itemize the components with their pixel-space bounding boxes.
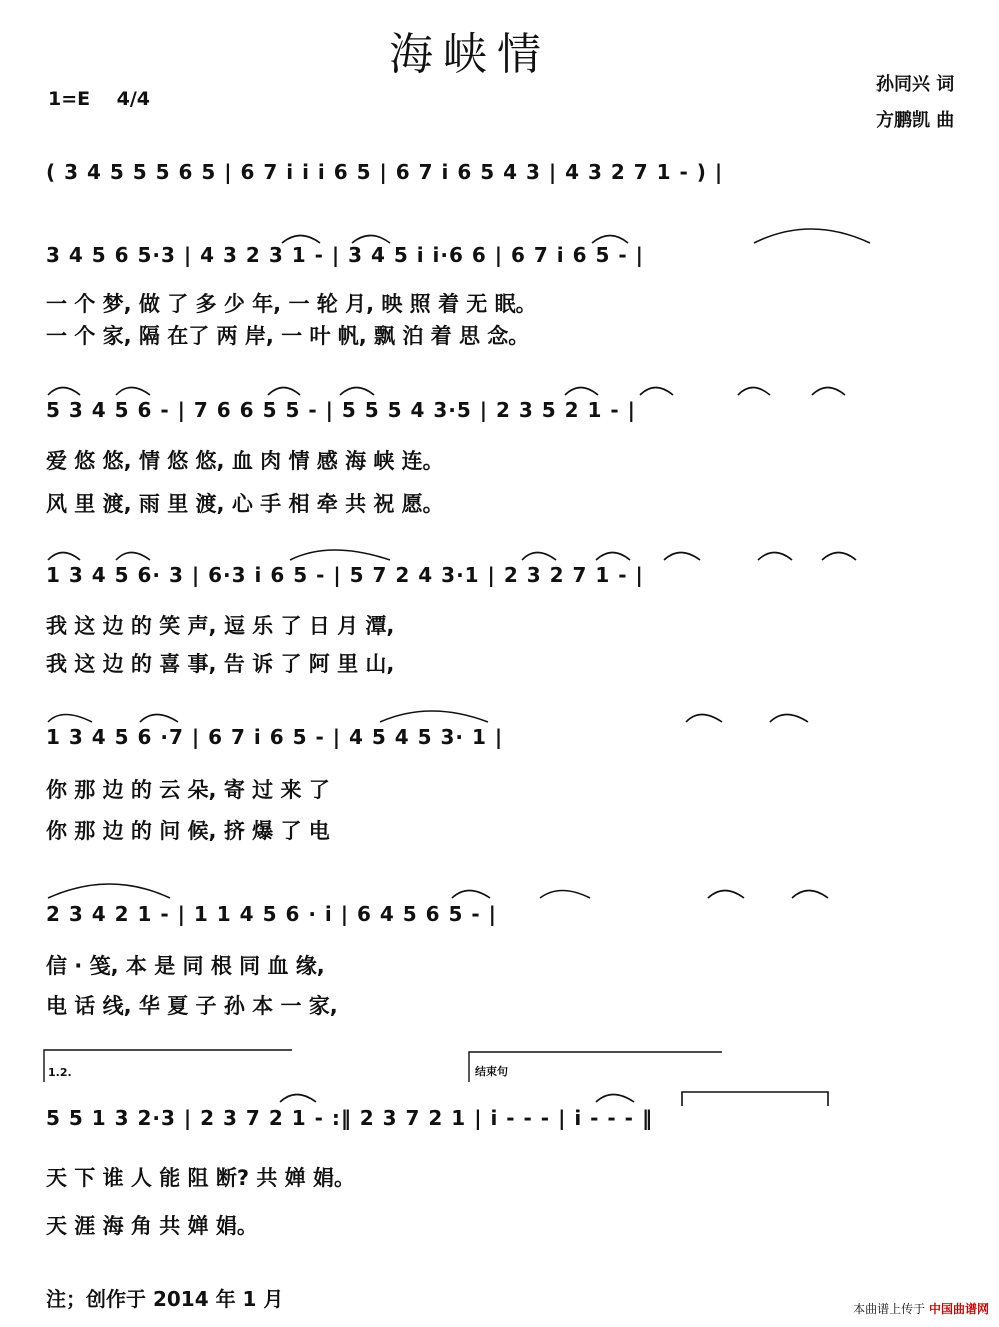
key-signature: 1=E (48, 88, 91, 110)
slur (792, 891, 828, 899)
slur (758, 553, 792, 561)
lyric-verse-1: 天 下 谁 人 能 阻 断? 共 婵 娟。 (46, 1166, 355, 1190)
score-line-notes: 2 3 4 2 1 - | 1 1 4 5 6 · i | 6 4 5 6 5 - | (46, 902, 497, 926)
lyric-verse-2: 一 个 家, 隔 在了 两 岸, 一 叶 帆, 飘 泊 着 思 念。 (46, 324, 530, 348)
score-line-notes: 1 3 4 5 6· 3 | 6·3 i 6 5 - | 5 7 2 4 3·1 | 2 3 2 7 1 - | (46, 563, 644, 587)
slur (268, 388, 300, 396)
tie-bracket (682, 1092, 828, 1106)
lyric-verse-1: 爱 悠 悠, 情 悠 悠, 血 肉 情 感 海 峡 连。 (46, 449, 444, 473)
lyric-verse-2: 我 这 边 的 喜 事, 告 诉 了 阿 里 山, (46, 652, 395, 676)
lyric-verse-1: 信 · 笺, 本 是 同 根 同 血 缘, (46, 954, 325, 978)
footer-text: 本曲谱上传于 (853, 1302, 926, 1316)
score-line-notes: 3 4 5 6 5·3 | 4 3 2 3 1 - | 3 4 5 i i·6 6 | 6 7 i 6 5 - | (46, 243, 644, 267)
slur (592, 236, 628, 244)
slur (664, 553, 700, 561)
lyric-verse-2: 你 那 边 的 问 候, 挤 爆 了 电 (46, 819, 330, 843)
slur (352, 236, 390, 244)
score-line-notes: 5 3 4 5 6 - | 7 6 6 5 5 - | 5 5 5 4 3·5 | 2 3 5 2 1 - | (46, 398, 636, 422)
volta-bracket (44, 1050, 292, 1082)
lyric-verse-1: 我 这 边 的 笑 声, 逗 乐 了 日 月 潭, (46, 614, 395, 638)
lyric-verse-2: 天 涯 海 角 共 婵 娟。 (46, 1214, 258, 1238)
slur (754, 229, 870, 243)
coda-bracket (469, 1052, 722, 1082)
slur (596, 553, 630, 561)
slur (48, 715, 92, 723)
lyric-verse-2: 电 话 线, 华 夏 子 孙 本 一 家, (46, 994, 338, 1018)
slur (770, 715, 808, 723)
slur (380, 711, 488, 722)
slur (116, 388, 150, 396)
lyricist: 孙同兴 词 (876, 74, 955, 95)
time-signature: 4/4 (116, 88, 150, 110)
slur (522, 553, 556, 561)
coda-label: 结束句 (475, 1065, 508, 1078)
slur (565, 388, 598, 396)
score-line-notes: 5 5 1 3 2·3 | 2 3 7 2 1 - :‖ 2 3 7 2 1 | i - - - | i - - - ‖ (46, 1106, 653, 1130)
slur (596, 1095, 634, 1103)
volta-1-label: 1.2. (48, 1066, 72, 1079)
lyric-verse-1: 一 个 梦, 做 了 多 少 年, 一 轮 月, 映 照 着 无 眠。 (46, 292, 537, 316)
score-line-notes: 1 3 4 5 6 ·7 | 6 7 i 6 5 - | 4 5 4 5 3· 1 | (46, 725, 504, 749)
song-title: 海峡情 (389, 29, 551, 80)
slur (280, 1095, 316, 1103)
slur (640, 388, 673, 396)
slur (738, 388, 770, 396)
slur (116, 553, 150, 561)
slur (48, 388, 80, 396)
slur (822, 553, 856, 561)
slur (48, 553, 80, 561)
composition-note: 注；创作于 2014 年 1 月 (46, 1287, 284, 1311)
slur (452, 891, 490, 899)
score-line-notes: ( 3 4 5 5 5 6 5 | 6 7 i i i 6 5 | 6 7 i 6 5 4 3 | 4 3 2 7 1 - ) | (46, 160, 724, 184)
composer: 方鹏凯 曲 (876, 110, 955, 131)
slur (290, 550, 390, 560)
slur (140, 715, 178, 723)
slur (340, 388, 374, 396)
slur (708, 891, 744, 899)
slur (48, 884, 170, 898)
lyric-verse-1: 你 那 边 的 云 朵, 寄 过 来 了 (46, 778, 330, 802)
slur (686, 715, 722, 723)
lyric-verse-2: 风 里 渡, 雨 里 渡, 心 手 相 牵 共 祝 愿。 (46, 492, 444, 516)
slur (812, 388, 845, 396)
site-logo: 中国曲谱网 (928, 1302, 989, 1316)
slur (282, 236, 320, 244)
slur (540, 891, 590, 899)
